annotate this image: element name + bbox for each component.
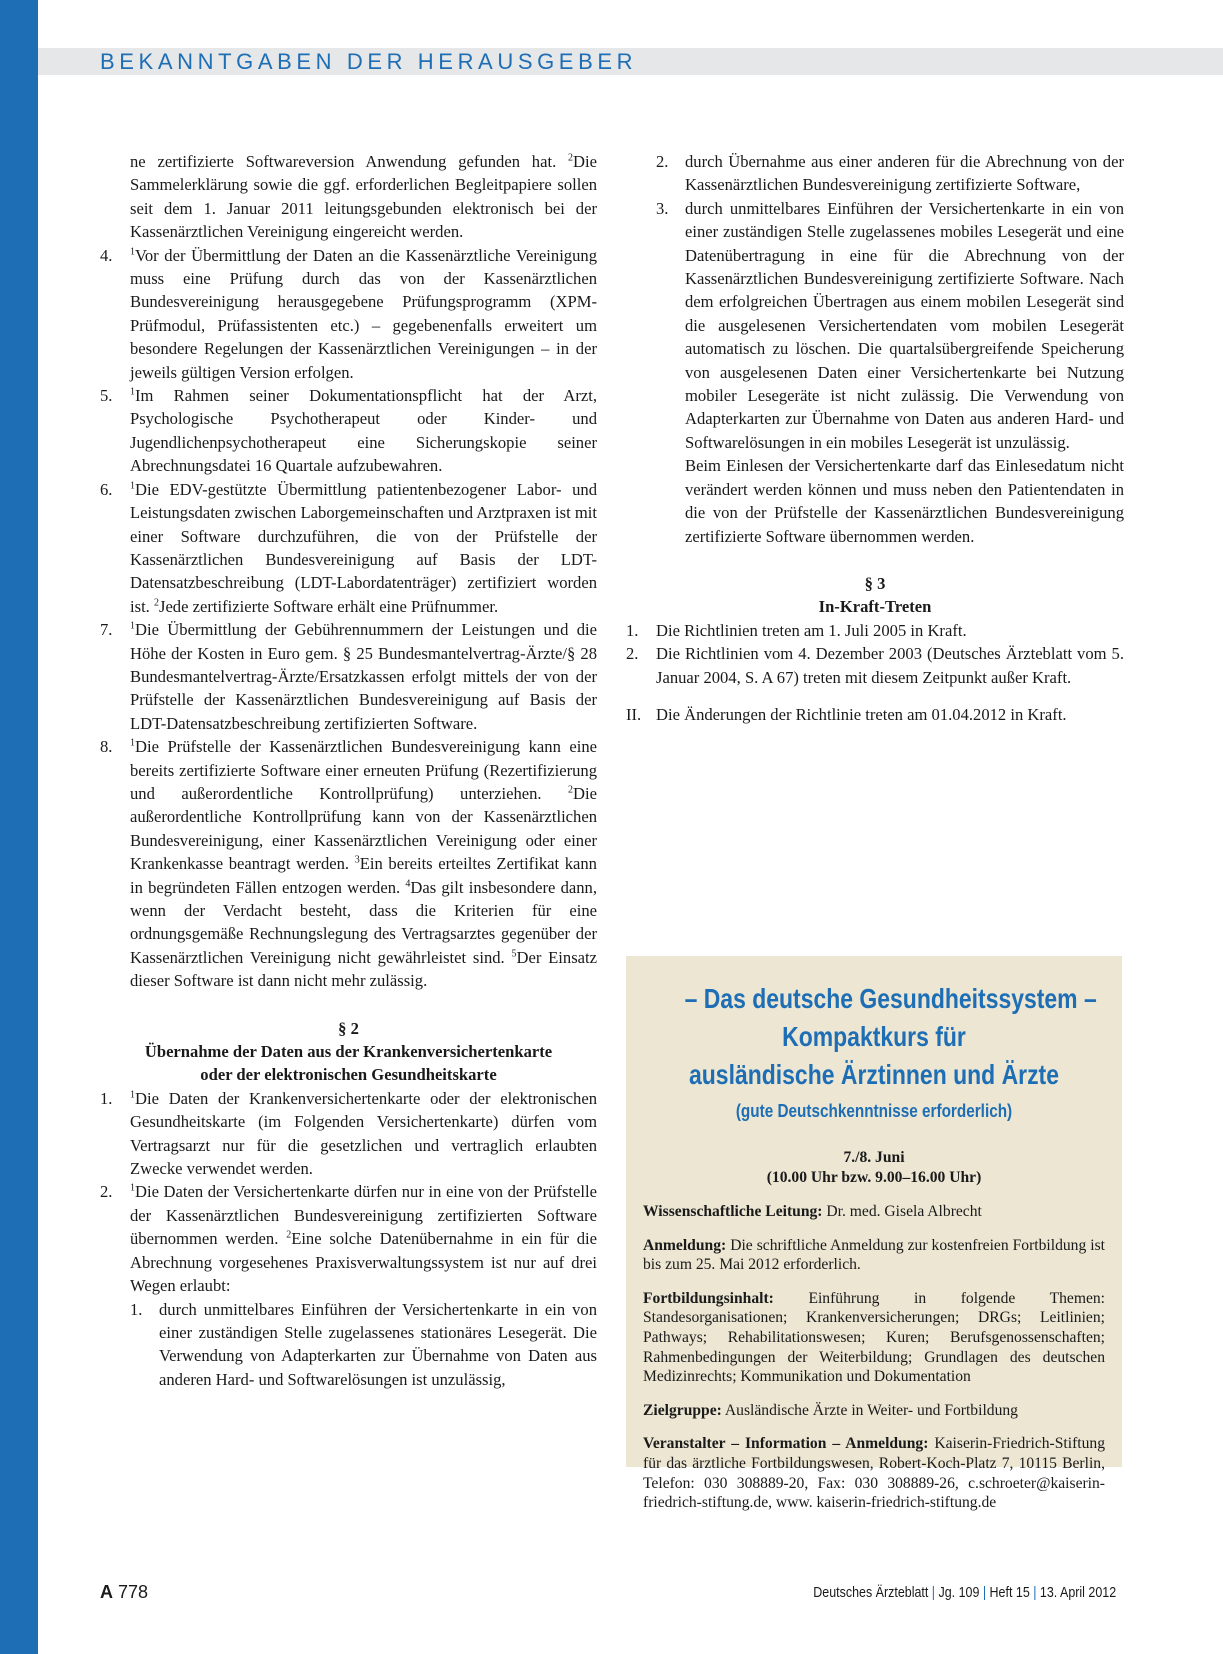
page-edge-bar: [0, 0, 38, 1654]
section-number: § 2: [338, 1018, 359, 1038]
journal-citation: Deutsches Ärzteblatt | Jg. 109 | Heft 15 | 13. April 2012: [813, 1585, 1116, 1601]
section-title: Übernahme der Daten aus der Krankenversichertenkarte oder der elektronischen Gesundheitskarte: [144, 1042, 553, 1085]
list-item: 2. $^1$Die Daten der Versichertenkarte dürfen nur in eine von der Prüfstelle der Kassenärztlichen Bundesvereinigung zertifizierten Software übernommen werden. $^2$Eine solche Datenübernahme in ein für die Abrechnung vorgesehenes Praxisverwaltungssystem ist nur auf drei Wegen erlaubt:: [100, 1182, 598, 1296]
sub-list-item: 2. durch Übernahme aus einer anderen für die Abrechnung von der Kassenärztlichen Bundesvereinigung zertifizierte Software,: [656, 152, 1124, 195]
sub-list-item: 1. durch unmittelbares Einführen der Versichertenkarte in ein von einer zuständigen Stelle zugelassenes stationäres Lesegerät. Die Verwendung von Adapterkarten zur Übernahme von Daten aus anderen Hard- und Softwarelösungen ist unzulässig,: [130, 1299, 597, 1389]
list-item: 8. $^1$Die Prüfstelle der Kassenärztlichen Bundesvereinigung kann eine bereits zertifizierte Software einer erneuten Prüfung (Rezertifizierung und außerordentliche Kontrollprüfung) unterziehen. $^2$Die außerordentliche Kontrollprüfung kann von der Kassenärztlichen Bundesvereinigung, einer Kassenärztlichen Vereinigung oder einer Krankenkasse beantragt werden. $^3$Ein bereits erteiltes Zertifikat kann in begründeten Fällen entzogen werden. $^4$Das gilt insbesondere dann, wenn der Verdacht besteht, dass die Kriterien für eine ordnungsgemäße Rechnungslegung des Vertragsarztes gegenüber der Kassenärztlichen Vereinigung nicht gewährleistet sind. $^5$Der Einsatz dieser Software ist dann nicht mehr zulässig.: [100, 737, 597, 991]
ad-inhalt: Fortbildungsinhalt: Einführung in folgende Themen: Standesorganisationen; Krankenversicherungen; DRGs; Leitlinien; Pathways; Rehabilitationswesen; Kuren; Berufsgenossenschaften; Rahmenbedingungen der Weiterbildung; Grundlagen des deutschen Medizinrechts; Kommunikation und Dokumentation: [643, 1289, 1105, 1386]
sub-list-item: 3. durch unmittelbares Einführen der Versichertenkarte in ein von einer zuständigen Stelle zugelassenes mobiles Lesegerät und eine Datenübertragung in eine für die Abrechnung von der Kassenärztlichen Bundesvereinigung zertifizierte Software. Nach dem erfolgreichen Übertragen aus einem mobilen Lesegerät sind die ausgelesenen Versichertendaten vom mobilen Lesegerät automatisch zu löschen. Die quartalsübergreifende Speicherung von ausgelesenen Daten einer Versichertenkarte bei Nutzung mobiler Lesegeräte ist nicht zulässig. Die Verwendung von Adapterkarten zur Übernahme von Daten aus anderen Hard- und Softwarelösungen in ein mobiles Lesegerät ist unzulässig.: [656, 198, 1124, 452]
ad-anmeldung: Anmeldung: Die schriftliche Anmeldung zur kostenfreien Fortbildung ist bis zum 25. Mai 2012 erforderlich.: [643, 1236, 1105, 1274]
ad-title: Kompaktkurs für: [782, 1021, 966, 1052]
list-item: 2. Die Richtlinien vom 4. Dezember 2003 (Deutsches Ärzteblatt vom 5. Januar 2004, S. A 67) treten mit diesem Zeitpunkt außer Kraft.: [626, 644, 1124, 687]
list-item: 6. $^1$Die EDV-gestützte Übermittlung patientenbezogener Labor- und Leistungsdaten zwischen Laborgemeinschaften und Arztpraxen ist mit einer Software durchzuführen, die von der Prüfstelle der Kassenärztlichen Bundesvereinigung auf Basis der LDT-Datensatzbeschreibung (LDT-Labordatenträger) zertifiziert worden ist. $^2$Jede zertifizierte Software erhält eine Prüfnummer.: [100, 479, 597, 616]
paragraph: ne zertifizierte Softwareversion Anwendung gefunden hat. $^2$Die Sammelerklärung sowie die ggf. erforderlichen Begleitpapiere sollen seit dem 1. Januar 2011 leitungsgebunden elektronisch bei der Kassenärztlichen Vereinigung eingereicht werden.: [130, 152, 598, 242]
ad-date: 7./8. Juni (10.00 Uhr bzw. 9.00–16.00 Uhr): [766, 1149, 982, 1186]
ad-leitung: Wissenschaftliche Leitung: Dr. med. Gisela Albrecht: [643, 1203, 982, 1220]
course-advertisement: [626, 956, 1122, 1512]
list-item: 1. Die Richtlinien treten am 1. Juli 2005 in Kraft.: [626, 620, 967, 640]
page-number: A 778: [100, 1582, 149, 1602]
paragraph: Beim Einlesen der Versichertenkarte darf das Einlesedatum nicht verändert werden können und muss neben den Patientendaten in die von der Prüfstelle der Kassenärztlichen Bundesvereinigung zertifizierte Software übernommen werden.: [685, 456, 1124, 546]
list-item: II. Die Änderungen der Richtlinie treten am 01.04.2012 in Kraft.: [626, 704, 1067, 724]
ad-title: ausländische Ärztinnen und Ärzte: [689, 1059, 1059, 1090]
list-item: 1. $^1$Die Daten der Krankenversichertenkarte oder der elektronischen Gesundheitskarte (im Folgenden Versichertenkarte) dürfen vom Vertragsarzt nur für die gesetzlichen und vertraglich erlaubten Zwecke verwendet werden.: [100, 1088, 597, 1179]
section-number: § 3: [864, 573, 886, 593]
ad-veranstalter: Veranstalter – Information – Anmeldung: Kaiserin-Friedrich-Stiftung für das ärztliche Fortbildungswesen, Robert-Koch-Platz 7, 10115 Berlin, Telefon: 030 308889-20, Fax: 030 308889-26, c.schroeter@kaiserin-friedrich-stiftung.de, www. kaiserin-friedrich-stiftung.de: [643, 1435, 1105, 1512]
section-title: In-Kraft-Treten: [818, 597, 932, 617]
ad-zielgruppe: Zielgruppe: Ausländische Ärzte in Weiter- und Fortbildung: [643, 1401, 1018, 1419]
list-item: 4. $^1$Vor der Übermittlung der Daten an die Kassenärztliche Vereinigung muss eine Prüfung durch das von der Kassenärztlichen Bundesvereinigung herausgegebene Prüfungsprogramm (XPM-Prüfmodul, Prüfassistenten etc.) – gegebenenfalls erweitert um besondere Regelungen der Kassenärztlichen Vereinigungen – in der jeweils gültigen Version erfolgen.: [100, 245, 597, 382]
left-column: [100, 150, 597, 1391]
section-header: BEKANNTGABEN DER HERAUSGEBER: [100, 49, 638, 74]
right-column: [626, 150, 1124, 726]
list-item: 7. $^1$Die Übermittlung der Gebührennummern der Leistungen und die Höhe der Kosten in Euro gem. § 25 Bundesmantelvertrag-Ärzte/§ 28 Bundesmantelvertrag-Ärzte/Ersatzkassen erfolgt mittels der von der Prüfstelle der Kassenärztlichen Bundesvereinigung auf Basis der LDT-Datensatzbeschreibung zertifizierten Software.: [100, 620, 597, 733]
list-item: 5. $^1$Im Rahmen seiner Dokumentationspflicht hat der Arzt, Psychologische Psychotherapeut oder Kinder- und Jugendlichenpsychotherapeut eine Sicherungskopie seiner Abrechnungsdatei 16 Quartale aufzubewahren.: [100, 386, 597, 476]
ad-subtitle: (gute Deutschkenntnisse erforderlich): [735, 1101, 1013, 1121]
ad-title: – Das deutsche Gesundheitssystem –: [684, 983, 1097, 1014]
